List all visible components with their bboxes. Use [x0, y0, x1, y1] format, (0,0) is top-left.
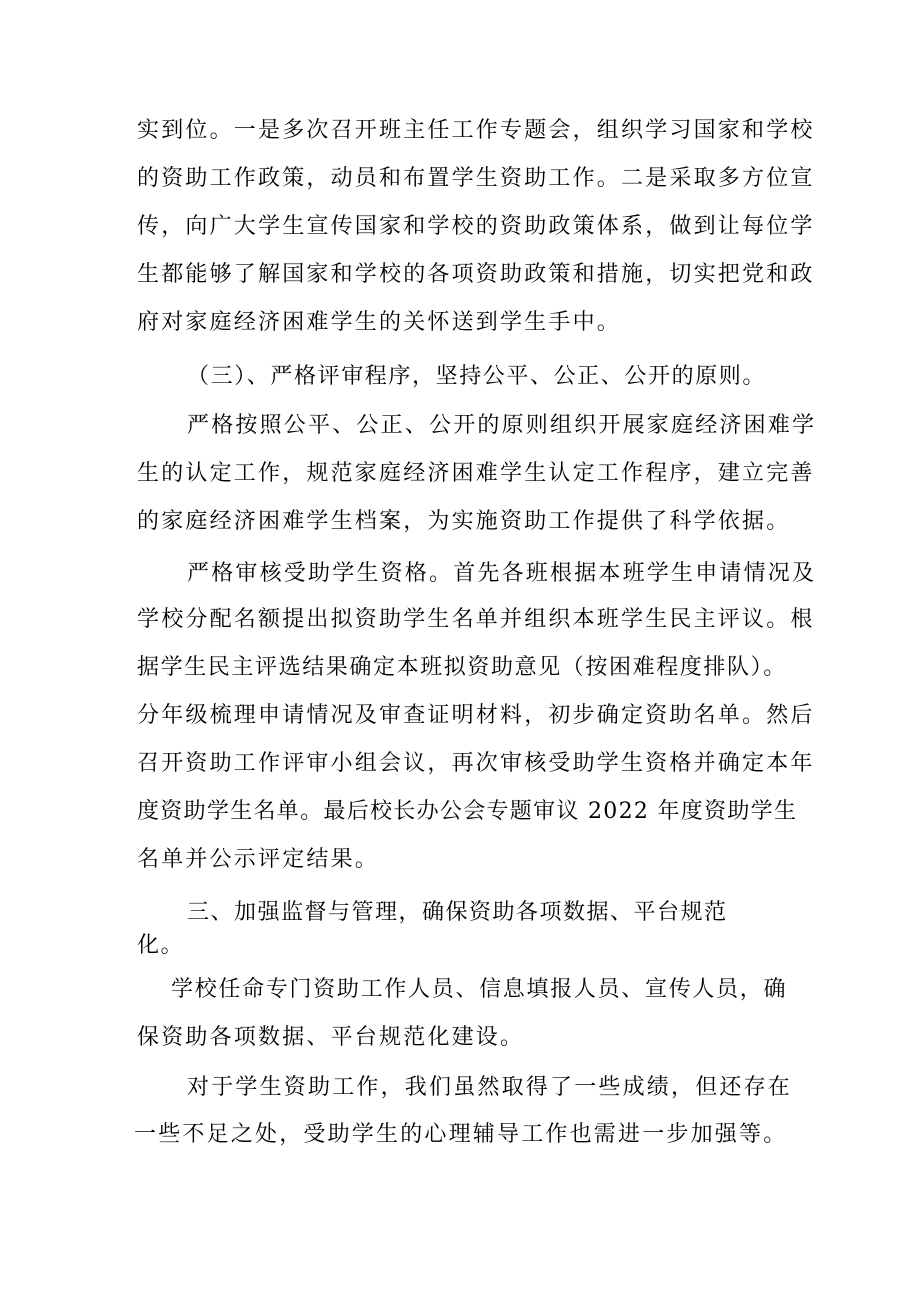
- paragraph-line: 度资助学生名单。最后校长办公会专题审议 2022 年度资助学生: [137, 799, 798, 824]
- paragraph-line: 生的认定工作，规范家庭经济困难学生认定工作程序，建立完善: [137, 461, 815, 486]
- paragraph-line: 召开资助工作评审小组会议，再次审核受助学生资格并确定本年: [137, 751, 815, 776]
- section-heading-line: 化。: [137, 933, 185, 958]
- paragraph-line: 传，向广大学生宣传国家和学校的资助政策体系，做到让每位学: [137, 214, 815, 239]
- paragraph-line: 府对家庭经济困难学生的关怀送到学生手中。: [137, 310, 622, 335]
- paragraph-line: 的家庭经济困难学生档案，为实施资助工作提供了科学依据。: [137, 509, 791, 534]
- paragraph-line: 学校任命专门资助工作人员、信息填报人员、宣传人员，确: [171, 977, 788, 1002]
- paragraph-line: 保资助各项数据、平台规范化建设。: [137, 1025, 525, 1050]
- paragraph-line: 据学生民主评选结果确定本班拟资助意见（按困难程度排队）。: [137, 655, 787, 680]
- paragraph-line: 生都能够了解国家和学校的各项资助政策和措施，切实把党和政: [137, 262, 815, 287]
- paragraph-line: 的资助工作政策，动员和布置学生资助工作。二是采取多方位宣: [137, 166, 815, 191]
- paragraph-line: 对于学生资助工作，我们虽然取得了一些成绩，但还存在: [187, 1075, 793, 1100]
- paragraph-line: 严格审核受助学生资格。首先各班根据本班学生申请情况及: [187, 561, 817, 586]
- paragraph-line: 分年级梳理申请情况及审查证明材料，初步确定资助名单。然后: [137, 703, 815, 728]
- subheading-3: （三）、严格评审程序，坚持公平、公正、公开的原则。: [187, 364, 767, 389]
- paragraph-line: 学校分配名额提出拟资助学生名单并组织本班学生民主评议。根: [137, 607, 815, 632]
- section-heading-line: 三、加强监督与管理，确保资助各项数据、平台规范: [187, 900, 728, 925]
- paragraph-line: 名单并公示评定结果。: [137, 847, 380, 872]
- paragraph-line: 严格按照公平、公正、公开的原则组织开展家庭经济困难学: [187, 413, 817, 438]
- paragraph-line: 实到位。一是多次召开班主任工作专题会，组织学习国家和学校: [137, 118, 815, 143]
- paragraph-line: 一些不足之处，受助学生的心理辅导工作也需进一步加强等。: [134, 1122, 788, 1147]
